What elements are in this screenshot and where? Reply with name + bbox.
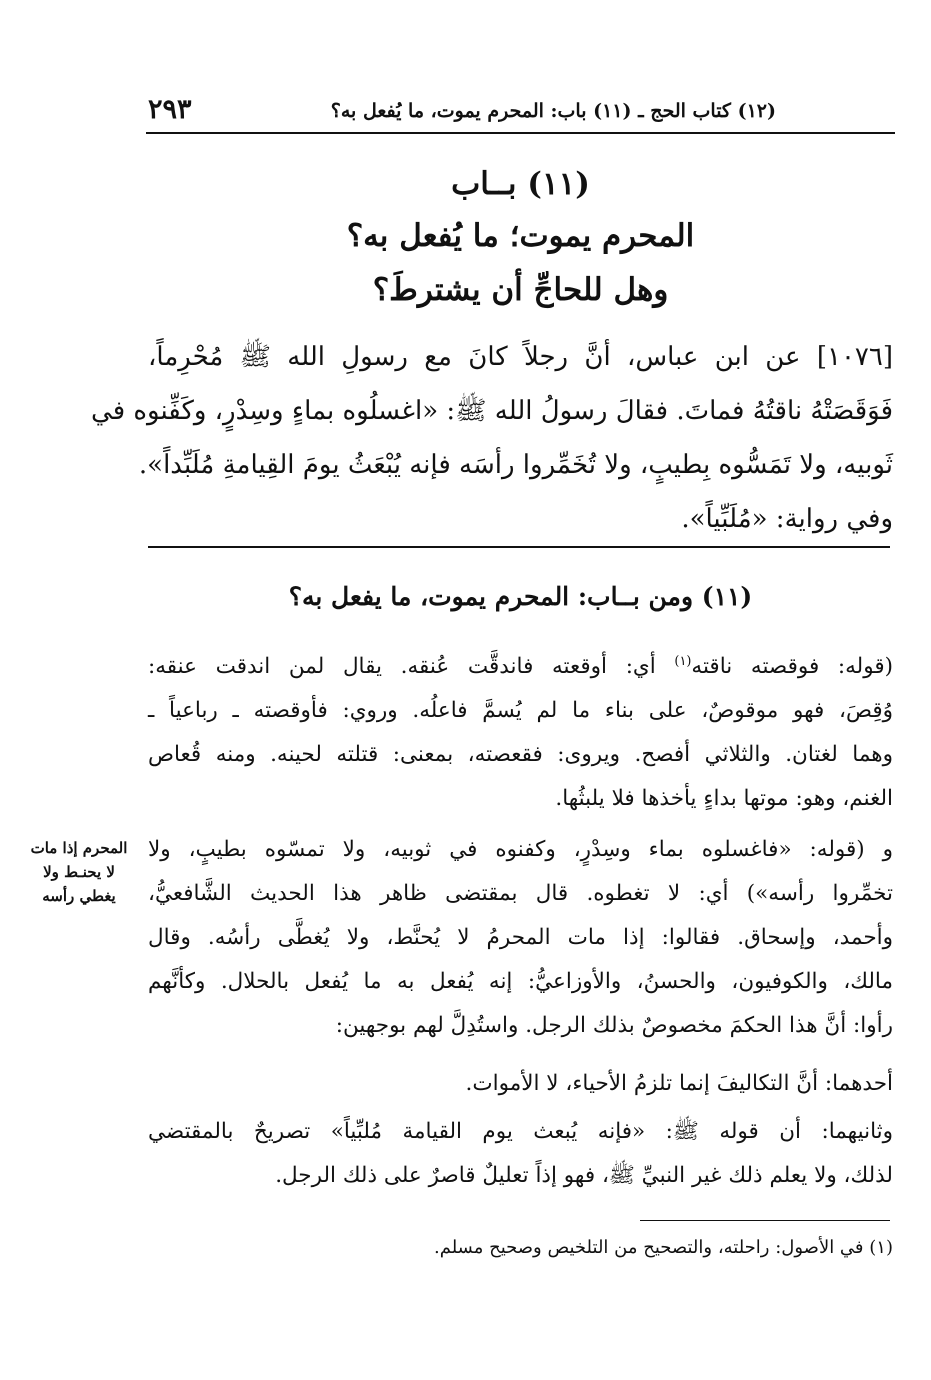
- commentary-line: مالك، والكوفيون، والحسنُ، والأوزاعيُّ: إنه يُفعل به ما يُفعل بالحلال. وكأنَّهم: [148, 969, 893, 994]
- chapter-number: (١١) بــاب: [451, 166, 590, 202]
- page-number: ٢٩٣: [148, 94, 192, 125]
- hadith-text: [91, 330, 893, 546]
- chapter-title-line-2: وهل للحاجِّ أن يشترطَ؟: [372, 272, 669, 308]
- commentary-line: وهما لغتان. والثلاثي أفصح. ويروى: فقعصته، بمعنى: قتلته لحينه. ومنه قُعاص: [148, 742, 893, 768]
- section-divider: [148, 546, 890, 548]
- hadith-line: [١٠٧٦] عن ابن عباس، أنَّ رجلاً كانَ مع رسولِ الله ﷺ مُحْرِماً،: [148, 342, 893, 372]
- running-title: (١٢) كتاب الحج ـ (١١) باب: المحرم يموت، ما يُفعل به؟: [330, 100, 776, 122]
- commentary-line: وثانيهما: أن قوله ﷺ: «فإنه يُبعث يوم القيامة مُلبِّياً» تصريحٌ بالمقتضي: [148, 1119, 893, 1144]
- hadith-line: ثَوبيه، ولا تَمَسُّوه بِطيبٍ، ولا تُخَمِّروا رأسَه فإنه يُبْعَثُ يومَ القِيامةِ مُلَبِّداً».: [138, 450, 893, 480]
- commentary-line: وأحمد، وإسحاق. فقالوا: إذا مات المحرمُ لا يُحنَّط، ولا يُغطَّى رأسُه. وقال: [148, 925, 893, 950]
- margin-note-line: المحرم إذا مات: [30, 839, 128, 857]
- commentary-text: أي: أوقعته فاندقَّت عُنقه. يقال لمن اندقت عنقه:: [148, 654, 656, 680]
- margin-note-line: لا يحنـط ولا: [43, 863, 115, 881]
- margin-note: [14, 836, 144, 908]
- commentary-paragraph-1: [148, 640, 893, 821]
- commentary-paragraph-2: [148, 828, 893, 1048]
- footnote-rule: [640, 1220, 890, 1221]
- commentary-line: و (قوله: «فاغسلوه بماء وسِدْرٍ، وكفنوه في ثوبيه، ولا تمسّوه بطيبٍ، ولا: [148, 837, 893, 862]
- commentary-line: أحدهما: أنَّ التكاليفَ إنما تلزمُ الأحياء، لا الأموات.: [465, 1071, 893, 1096]
- commentary-line: رأوا: أنَّ هذا الحكمَ مخصوصٌ بذلك الرجل. واستُدِلَّ لهم بوجهين:: [335, 1013, 893, 1038]
- hadith-line: فَوَقَصَتْهُ ناقتُهُ فماتَ. فقالَ رسولُ الله ﷺ: «اغسلُوه بماءٍ وسِدْرٍ، وكَفِّنوه في: [91, 396, 893, 426]
- footnote-marker[interactable]: (١): [674, 654, 692, 669]
- commentary-paragraph-3: [148, 1062, 893, 1106]
- commentary-line: تخمِّروا رأسه») أي: لا تغطوه. قال بمقتضى ظاهر هذا الحديث الشَّافعيُّ،: [148, 881, 893, 906]
- chapter-title-line-1: المحرم يموت؛ ما يُفعل به؟: [346, 218, 695, 254]
- header-rule: [146, 132, 895, 134]
- commentary-line: الغنم، وهو: موتها بداءٍ يأخذها فلا يلبثُها.: [555, 786, 893, 812]
- commentary-line: [148, 640, 893, 689]
- footnote: (١) في الأصول: راحلته، والتصحيح من التلخيص وصحيح مسلم.: [434, 1237, 893, 1258]
- commentary-line: لذلك، ولا يعلم ذلك غير النبيِّ ﷺ، فهو إذاً تعليلٌ قاصرٌ على ذلك الرجل.: [275, 1163, 893, 1188]
- margin-note-line: يغطي رأسه: [42, 887, 116, 905]
- hadith-line: وفي رواية: «مُلَبِّياً».: [681, 504, 893, 534]
- commentary-heading: (١١) ومن بــاب: المحرم يموت، ما يفعل به؟: [288, 582, 753, 611]
- commentary-paragraph-4: [148, 1110, 893, 1198]
- commentary-line: وُقِصَ، فهو موقوصٌ، على بناء ما لم يُسمَّ فاعلُه. وروي: فأوقصته ـ رباعياً ـ: [148, 698, 893, 724]
- commentary-text: (قوله: فوقصته ناقته: [691, 654, 893, 680]
